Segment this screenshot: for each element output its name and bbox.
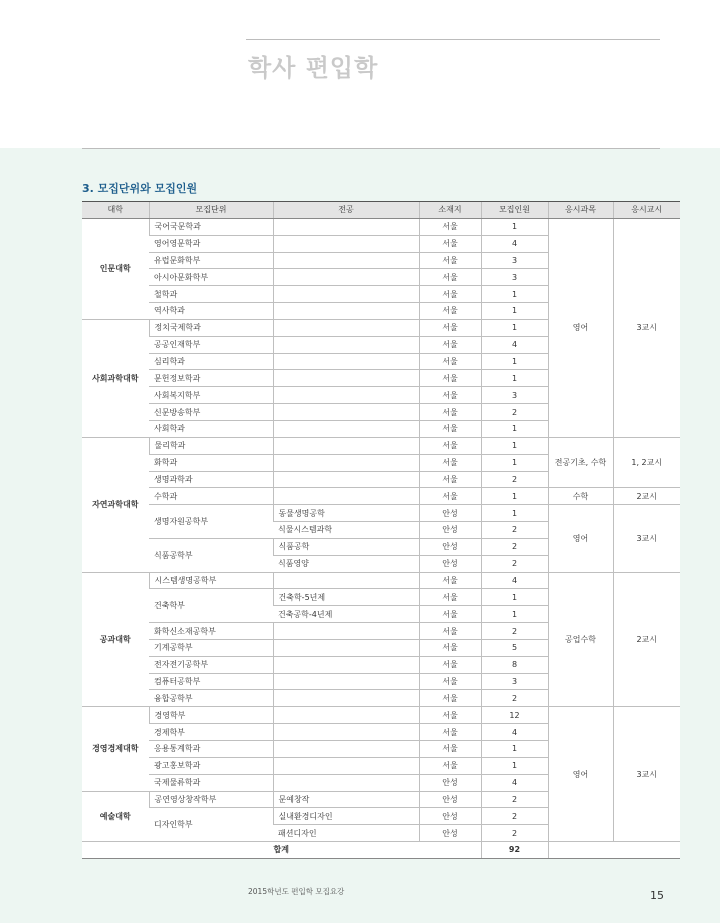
campus-cell: 서울 [419, 757, 481, 774]
unit-cell: 디자인학부 [149, 808, 273, 842]
major-cell [273, 707, 419, 724]
quota-cell: 3 [481, 252, 548, 269]
header-campus: 소재지 [419, 202, 481, 219]
quota-cell: 1 [481, 589, 548, 606]
major-cell [273, 404, 419, 421]
period-cell: 2교시 [613, 488, 680, 505]
quota-cell: 2 [481, 825, 548, 842]
campus-cell: 안성 [419, 538, 481, 555]
major-cell: 패션디자인 [273, 825, 419, 842]
quota-cell: 2 [481, 808, 548, 825]
quota-cell: 4 [481, 572, 548, 589]
major-cell [273, 488, 419, 505]
campus-cell: 서울 [419, 639, 481, 656]
unit-cell: 화학신소재공학부 [149, 623, 273, 640]
college-cell: 예술대학 [82, 791, 149, 842]
unit-cell: 국어국문학과 [149, 218, 273, 235]
campus-cell: 안성 [419, 808, 481, 825]
major-cell [273, 471, 419, 488]
major-cell [273, 218, 419, 235]
header-major: 전공 [273, 202, 419, 219]
table-row [82, 218, 680, 235]
quota-cell: 1 [481, 437, 548, 454]
unit-cell: 역사학과 [149, 303, 273, 320]
quota-cell: 4 [481, 235, 548, 252]
quota-cell: 1 [481, 454, 548, 471]
quota-cell: 2 [481, 791, 548, 808]
unit-cell: 유럽문화학부 [149, 252, 273, 269]
quota-cell: 1 [481, 218, 548, 235]
unit-cell: 철학과 [149, 286, 273, 303]
major-cell [273, 353, 419, 370]
major-cell [273, 286, 419, 303]
quota-cell: 1 [481, 319, 548, 336]
period-cell: 3교시 [613, 707, 680, 842]
table-row [82, 437, 680, 454]
major-cell [273, 437, 419, 454]
unit-cell: 사회학과 [149, 420, 273, 437]
campus-cell: 안성 [419, 791, 481, 808]
quota-cell: 1 [481, 370, 548, 387]
unit-cell: 광고홍보학과 [149, 757, 273, 774]
total-row [82, 842, 680, 859]
quota-cell: 1 [481, 353, 548, 370]
campus-cell: 서울 [419, 420, 481, 437]
major-cell [273, 252, 419, 269]
campus-cell: 서울 [419, 454, 481, 471]
major-cell [273, 387, 419, 404]
campus-cell: 서울 [419, 673, 481, 690]
campus-cell: 안성 [419, 555, 481, 572]
total-label: 합계 [82, 842, 481, 859]
quota-cell: 1 [481, 303, 548, 320]
quota-cell: 2 [481, 471, 548, 488]
unit-cell: 수학과 [149, 488, 273, 505]
unit-cell: 응용통계학과 [149, 741, 273, 758]
major-cell [273, 774, 419, 791]
quota-cell: 2 [481, 690, 548, 707]
college-cell: 인문대학 [82, 218, 149, 319]
major-cell: 건축학-5년제 [273, 589, 419, 606]
unit-cell: 문헌정보학과 [149, 370, 273, 387]
major-cell [273, 656, 419, 673]
quota-cell: 4 [481, 336, 548, 353]
total-blank [548, 842, 680, 859]
major-cell [273, 757, 419, 774]
major-cell [273, 724, 419, 741]
subject-cell: 영어 [548, 218, 613, 437]
campus-cell: 서울 [419, 589, 481, 606]
section-rule [82, 148, 660, 149]
major-cell: 문예창작 [273, 791, 419, 808]
major-cell [273, 269, 419, 286]
campus-cell: 서울 [419, 319, 481, 336]
period-cell: 3교시 [613, 218, 680, 437]
unit-cell: 영어영문학과 [149, 235, 273, 252]
campus-cell: 서울 [419, 741, 481, 758]
quota-cell: 3 [481, 673, 548, 690]
recruitment-table [82, 201, 680, 859]
college-cell: 경영경제대학 [82, 707, 149, 791]
campus-cell: 서울 [419, 690, 481, 707]
campus-cell: 서울 [419, 707, 481, 724]
campus-cell: 서울 [419, 572, 481, 589]
quota-cell: 3 [481, 387, 548, 404]
campus-cell: 안성 [419, 505, 481, 522]
unit-cell: 심리학과 [149, 353, 273, 370]
quota-cell: 1 [481, 606, 548, 623]
unit-cell: 물리학과 [149, 437, 273, 454]
subject-cell: 수학 [548, 488, 613, 505]
campus-cell: 안성 [419, 774, 481, 791]
unit-cell: 생명자원공학부 [149, 505, 273, 539]
footer-text: 2015학년도 편입학 모집요강 [248, 887, 345, 896]
unit-cell: 식품공학부 [149, 538, 273, 572]
campus-cell: 서울 [419, 286, 481, 303]
unit-cell: 정치국제학과 [149, 319, 273, 336]
unit-cell: 생명과학과 [149, 471, 273, 488]
campus-cell: 서울 [419, 336, 481, 353]
unit-cell: 시스템생명공학부 [149, 572, 273, 589]
unit-cell: 신문방송학부 [149, 404, 273, 421]
major-cell [273, 235, 419, 252]
campus-cell: 서울 [419, 656, 481, 673]
major-cell: 실내환경디자인 [273, 808, 419, 825]
campus-cell: 서울 [419, 623, 481, 640]
table-row [82, 707, 680, 724]
header-college: 대학 [82, 202, 149, 219]
campus-cell: 서울 [419, 370, 481, 387]
quota-cell: 1 [481, 488, 548, 505]
campus-cell: 안성 [419, 825, 481, 842]
quota-cell: 2 [481, 538, 548, 555]
quota-cell: 2 [481, 555, 548, 572]
period-cell: 2교시 [613, 572, 680, 707]
campus-cell: 안성 [419, 522, 481, 539]
header-quota: 모집인원 [481, 202, 548, 219]
subject-cell: 전공기초, 수학 [548, 437, 613, 488]
major-cell [273, 639, 419, 656]
period-cell: 3교시 [613, 505, 680, 572]
unit-cell: 국제물류학과 [149, 774, 273, 791]
campus-cell: 서울 [419, 218, 481, 235]
unit-cell: 건축학부 [149, 589, 273, 623]
major-cell: 식품공학 [273, 538, 419, 555]
major-cell [273, 572, 419, 589]
unit-cell: 사회복지학부 [149, 387, 273, 404]
major-cell [273, 420, 419, 437]
subject-cell: 영어 [548, 707, 613, 842]
subject-cell: 공업수학 [548, 572, 613, 707]
header-rule [246, 39, 660, 40]
quota-cell: 4 [481, 724, 548, 741]
campus-cell: 서울 [419, 437, 481, 454]
college-cell: 공과대학 [82, 572, 149, 707]
header-subject: 응시과목 [548, 202, 613, 219]
header-unit: 모집단위 [149, 202, 273, 219]
page-number: 15 [650, 889, 664, 902]
major-cell [273, 303, 419, 320]
quota-cell: 4 [481, 774, 548, 791]
table-row [82, 488, 680, 505]
major-cell [273, 336, 419, 353]
quota-cell: 2 [481, 623, 548, 640]
campus-cell: 서울 [419, 269, 481, 286]
unit-cell: 경영학부 [149, 707, 273, 724]
quota-cell: 2 [481, 522, 548, 539]
page-title: 학사 편입학 [248, 54, 379, 82]
page-header [0, 0, 720, 148]
campus-cell: 서울 [419, 387, 481, 404]
unit-cell: 경제학부 [149, 724, 273, 741]
quota-cell: 12 [481, 707, 548, 724]
college-cell: 사회과학대학 [82, 319, 149, 437]
campus-cell: 서울 [419, 235, 481, 252]
quota-cell: 1 [481, 505, 548, 522]
subject-cell: 영어 [548, 505, 613, 572]
campus-cell: 서울 [419, 471, 481, 488]
major-cell [273, 690, 419, 707]
quota-cell: 1 [481, 757, 548, 774]
quota-cell: 1 [481, 420, 548, 437]
unit-cell: 공공인재학부 [149, 336, 273, 353]
campus-cell: 서울 [419, 488, 481, 505]
quota-cell: 1 [481, 741, 548, 758]
quota-cell: 2 [481, 404, 548, 421]
campus-cell: 서울 [419, 404, 481, 421]
major-cell: 동물생명공학 [273, 505, 419, 522]
major-cell [273, 454, 419, 471]
quota-cell: 1 [481, 286, 548, 303]
unit-cell: 융합공학부 [149, 690, 273, 707]
campus-cell: 서울 [419, 252, 481, 269]
total-value: 92 [481, 842, 548, 859]
unit-cell: 화학과 [149, 454, 273, 471]
quota-cell: 8 [481, 656, 548, 673]
unit-cell: 전자전기공학부 [149, 656, 273, 673]
major-cell: 식품영양 [273, 555, 419, 572]
major-cell: 식물시스템과학 [273, 522, 419, 539]
major-cell [273, 673, 419, 690]
major-cell [273, 741, 419, 758]
quota-cell: 5 [481, 639, 548, 656]
unit-cell: 아시아문화학부 [149, 269, 273, 286]
major-cell [273, 370, 419, 387]
table-header-row [82, 202, 680, 219]
table-row [82, 505, 680, 522]
major-cell: 건축공학-4년제 [273, 606, 419, 623]
section-title: 3. 모집단위와 모집인원 [82, 182, 198, 195]
header-period: 응시교시 [613, 202, 680, 219]
unit-cell: 기계공학부 [149, 639, 273, 656]
college-cell: 자연과학대학 [82, 437, 149, 572]
campus-cell: 서울 [419, 606, 481, 623]
unit-cell: 컴퓨터공학부 [149, 673, 273, 690]
table-row [82, 572, 680, 589]
unit-cell: 공연영상창작학부 [149, 791, 273, 808]
period-cell: 1, 2교시 [613, 437, 680, 488]
campus-cell: 서울 [419, 353, 481, 370]
quota-cell: 3 [481, 269, 548, 286]
major-cell [273, 623, 419, 640]
campus-cell: 서울 [419, 303, 481, 320]
major-cell [273, 319, 419, 336]
campus-cell: 서울 [419, 724, 481, 741]
